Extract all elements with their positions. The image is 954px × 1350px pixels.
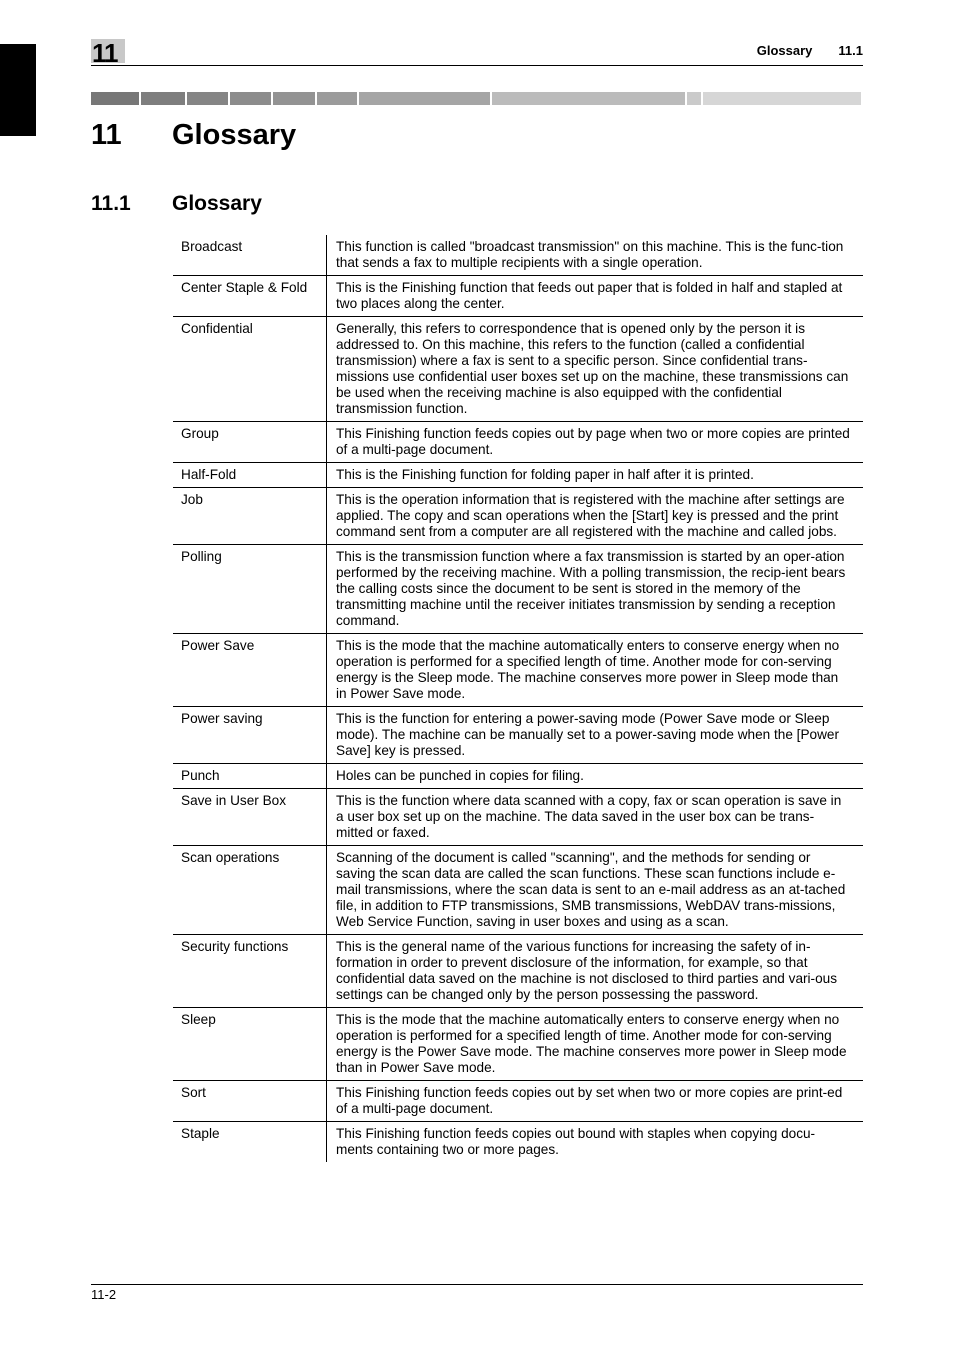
glossary-row xyxy=(173,276,863,317)
section-heading-title: Glossary xyxy=(172,192,262,215)
glossary-definition: Scanning of the document is called "scanning", and the methods for sending or saving the scan data are called the scan functions. These scan functions include e-mail transmissions, where the scan data is sent to an e-mail address as an at-tached file, in addition to FTP transmissions, SMB transmissions, WebDAV trans-missions, Web Service Function, saving in user boxes and using as a scan. xyxy=(327,846,864,935)
glossary-term: Group xyxy=(173,422,327,463)
glossary-row xyxy=(173,422,863,463)
glossary-term: Confidential xyxy=(173,317,327,422)
glossary-definition: This is the function for entering a power-saving mode (Power Save mode or Sleep mode). The machine can be manually set to a power-saving mode when the [Power Save] key is pressed. xyxy=(327,707,864,764)
glossary-term: Security functions xyxy=(173,935,327,1008)
glossary-table xyxy=(173,235,863,1162)
glossary-definition: This is the general name of the various functions for increasing the safety of in-formation in order to prevent disclosure of the information, for example, so that confidential data saved on the machine is not disclosed to third parties and vari-ous settings can be changed only by the person possessing the password. xyxy=(327,935,864,1008)
gradient-bar-segment xyxy=(703,92,863,105)
gradient-bar-segment xyxy=(141,92,187,105)
gradient-bar-segment xyxy=(492,92,687,105)
chapter-heading xyxy=(91,119,296,152)
glossary-definition: This function is called "broadcast transmission" on this machine. This is the func-tion that sends a fax to multiple recipients with a single operation. xyxy=(336,239,844,270)
glossary-definition: This Finishing function feeds copies out by set when two or more copies are print-ed of a multi-page document. xyxy=(327,1081,864,1122)
glossary-definition: This is the function where data scanned with a copy, fax or scan operation is save in a user box set up on the machine. The data saved in the user box can be trans-mitted or faxed. xyxy=(327,789,864,846)
glossary-definition: This is the Finishing function that feeds out paper that is folded in half and stapled at two places along the center. xyxy=(327,276,864,317)
section-heading xyxy=(91,192,262,216)
glossary-term: Polling xyxy=(173,545,327,634)
header-section-number: 11.1 xyxy=(838,43,863,58)
glossary-term: Power saving xyxy=(173,707,327,764)
running-header xyxy=(757,43,863,58)
glossary-row xyxy=(173,1122,863,1163)
glossary-definition: This Finishing function feeds copies out by page when two or more copies are printed of a multi-page document. xyxy=(327,422,864,463)
glossary-term: Save in User Box xyxy=(173,789,327,846)
glossary-row xyxy=(173,634,863,707)
glossary-row xyxy=(173,935,863,1008)
gradient-bar-segment xyxy=(230,92,273,105)
decorative-gradient-bar xyxy=(91,92,863,105)
glossary-term: Punch xyxy=(173,764,327,789)
gradient-bar-segment xyxy=(273,92,317,105)
chapter-heading-title: Glossary xyxy=(172,119,297,151)
header-rule xyxy=(91,65,863,66)
glossary-term: Job xyxy=(173,488,327,545)
gradient-bar-segment xyxy=(687,92,703,105)
glossary-definition: This is the mode that the machine automatically enters to conserve energy when no operation is performed for a specified length of time. Another mode for con-serving energy is the Power Save mode. The machine conserves more power in Sleep mode than in Power Save mode. xyxy=(327,1008,864,1081)
glossary-definition: Holes can be punched in copies for filing. xyxy=(327,764,864,789)
glossary-row xyxy=(173,1081,863,1122)
page-number: 11-2 xyxy=(91,1287,117,1302)
glossary-term: Scan operations xyxy=(173,846,327,935)
header-section-title: Glossary xyxy=(756,43,813,58)
gradient-bar-segment xyxy=(187,92,230,105)
gradient-bar-segment xyxy=(91,92,141,105)
section-heading-number: 11.1 xyxy=(91,192,131,215)
glossary-row xyxy=(173,707,863,764)
chapter-number-box xyxy=(91,39,125,63)
glossary-row xyxy=(173,463,863,488)
glossary-definition: This is the transmission function where a fax transmission is started by an oper-ation performed by the receiving machine. With a polling transmission, the recip-ient bears the calling costs since the document to be sent is stored in the memory of the transmitting machine until the receiver initiates transmission by sending a reception command. xyxy=(327,545,864,634)
glossary-row xyxy=(173,764,863,789)
glossary-row xyxy=(173,789,863,846)
gradient-bar-segment xyxy=(317,92,359,105)
glossary-term: Center Staple & Fold xyxy=(173,276,327,317)
glossary-row xyxy=(173,317,863,422)
glossary-row xyxy=(173,235,863,276)
chapter-side-tab xyxy=(0,44,36,136)
glossary-term: Sort xyxy=(173,1081,327,1122)
glossary-definition: This is the mode that the machine automatically enters to conserve energy when no operation is performed for a specified length of time. Another mode for con-serving energy is the Sleep mode. The machine conserves more power in Sleep mode than in Power Save mode. xyxy=(327,634,864,707)
glossary-term: Half-Fold xyxy=(173,463,327,488)
glossary-definition: This is the Finishing function for folding paper in half after it is printed. xyxy=(327,463,864,488)
chapter-heading-number: 11 xyxy=(91,119,122,151)
gradient-bar-segment xyxy=(359,92,492,105)
glossary-term: Sleep xyxy=(173,1008,327,1081)
glossary-row xyxy=(173,1008,863,1081)
glossary-row xyxy=(173,488,863,545)
glossary-term: Power Save xyxy=(173,634,327,707)
glossary-definition: This is the operation information that is registered with the machine after settings are applied. The copy and scan operations when the [Start] key is pressed and the print command sent from a computer are all registered with the machine and called jobs. xyxy=(327,488,864,545)
glossary-term: Broadcast xyxy=(173,235,327,276)
glossary-row xyxy=(173,846,863,935)
footer-rule xyxy=(91,1284,863,1285)
glossary-row xyxy=(173,545,863,634)
chapter-number: 11 xyxy=(92,39,118,63)
glossary-definition: This Finishing function feeds copies out bound with staples when copying docu-ments containing two or more pages. xyxy=(327,1122,864,1163)
glossary-term: Staple xyxy=(173,1122,327,1163)
glossary-definition: Generally, this refers to correspondence that is opened only by the person it is addressed to. On this machine, this refers to the function (called a confidential transmission) where a fax is sent to a specific person. Since confidential trans-missions use confidential user boxes set up on the machine, these transmissions can be used when the receiving machine is also equipped with the confidential transmission function. xyxy=(327,317,864,422)
